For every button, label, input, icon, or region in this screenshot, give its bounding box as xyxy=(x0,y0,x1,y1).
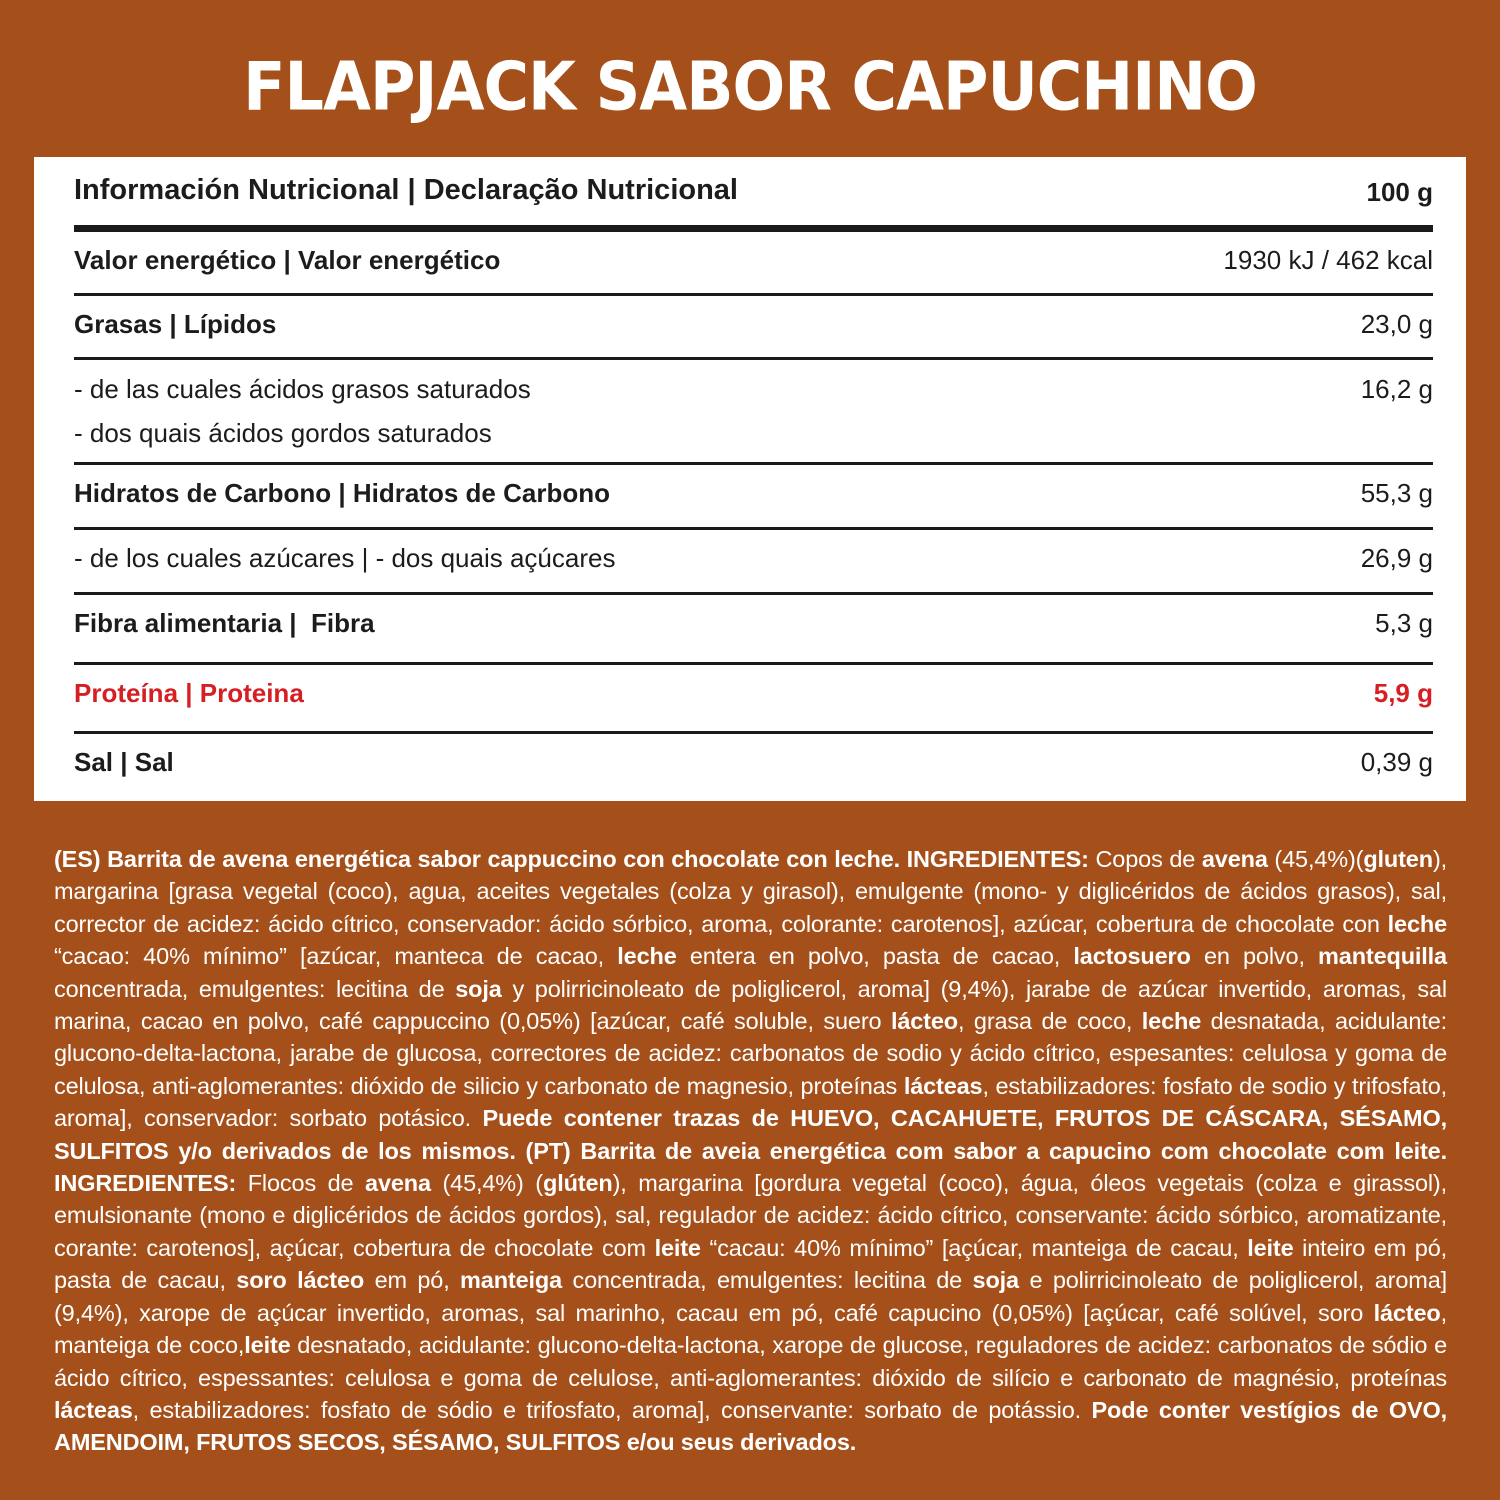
ingredient-segment: y polirricinoleato de poliglicerol, aroma] (9,4%), jarabe de azúcar invertido, aromas, sal marina, cacao en polvo, café cappuccino (0,05%) [azúcar, café soluble, suero xyxy=(54,975,1447,1035)
table-row xyxy=(74,232,1433,296)
ingredient-segment: (45,4%) ( xyxy=(430,1170,543,1197)
row-label-salt: Sal | Sal xyxy=(74,747,174,777)
ingredient-segment: desnatada, acidulante: glucono-delta-lactona, jarabe de glucosa, correctores de acidez: carbonatos de sodio y ácido cítrico, espesantes: celulosa y goma de celulosa, anti-aglomerantes: dióxido de silicio y carbonato de magnesio, proteínas xyxy=(54,1008,1447,1099)
ingredient-segment: Flocos de xyxy=(236,1170,366,1197)
ingredient-segment: , manteiga de coco, xyxy=(54,1299,1447,1359)
ingredient-bold-segment: lácteas xyxy=(54,1396,133,1423)
table-row xyxy=(74,530,1433,595)
table-row xyxy=(74,665,1433,734)
ingredient-bold-segment: lácteo xyxy=(1373,1299,1441,1326)
ingredient-bold-segment: manteiga xyxy=(460,1267,563,1294)
ingredient-bold-segment: lácteo xyxy=(890,1008,958,1035)
product-title: FLAPJACK SABOR CAPUCHINO xyxy=(243,47,1257,126)
ingredient-bold-segment: soro lácteo xyxy=(236,1267,365,1294)
row-label-fat: Grasas | Lípidos xyxy=(74,309,277,339)
ingredient-segment: , grasa de coco, xyxy=(957,1008,1142,1035)
ingredient-segment: entera en polvo, pasta de cacao, xyxy=(676,943,1074,970)
nutrition-table xyxy=(34,157,1466,801)
ingredient-segment: em pó, xyxy=(364,1267,461,1294)
row-value-saturated: 16,2 g xyxy=(1360,374,1433,404)
ingredient-segment: , estabilizadores: fosfato de sodio y trifosfato, aroma], conservador: sorbato potásico. xyxy=(54,1072,1447,1132)
row-label-carbs: Hidratos de Carbono | Hidratos de Carbono xyxy=(74,478,610,508)
ingredient-bold-segment: leche xyxy=(1387,910,1447,937)
ingredient-segment: ), margarina [grasa vegetal (coco), agua, aceites vegetales (colza y girasol), emulgente (mono- y diglicéridos de ácidos grasos), sal, corrector de acidez: ácido cítrico, conservador: ácido sórbico, aroma, colorante: carotenos], azúcar, cobertura de chocolate con xyxy=(54,846,1447,937)
ingredient-bold-segment: lactosuero xyxy=(1073,943,1191,970)
ingredient-segment: inteiro em pó, pasta de cacau, xyxy=(54,1234,1448,1294)
ingredient-bold-segment: soja xyxy=(972,1267,1019,1294)
ingredient-segment: en polvo, xyxy=(1190,943,1319,970)
ingredient-bold-segment: leite xyxy=(1247,1234,1294,1261)
ingredient-segment: desnatado, acidulante: glucono-delta-lactona, xarope de glucose, reguladores de acidez: carbonatos de sódio e ácido cítrico, espessantes: celulosa e goma de celulose, anti-aglomerantes: dióxido de silício e carbonato de magnésio, proteínas xyxy=(54,1332,1447,1391)
ingredient-bold-segment: Puede contener trazas de HUEVO, CACAHUETE, FRUTOS DE CÁSCARA, SÉSAMO, SULFITOS y/o derivados de los mismos. (PT) Barrita de aveia energética com sabor a capucino com chocolate com leite. INGREDIENTES: xyxy=(54,1105,1447,1197)
ingredient-bold-segment: leite xyxy=(244,1332,291,1359)
table-header-value: 100 g xyxy=(1366,177,1433,207)
ingredient-bold-segment: leche xyxy=(1141,1008,1202,1035)
table-header-row xyxy=(74,157,1433,232)
ingredient-bold-segment: gluten xyxy=(1363,846,1433,872)
row-label-fibre: Fibra alimentaria | Fibra xyxy=(74,608,375,638)
row-value-energy: 1930 kJ / 462 kcal xyxy=(1223,245,1433,275)
row-label-protein: Proteína | Proteina xyxy=(74,678,304,708)
ingredient-segment: Copos de xyxy=(1088,846,1202,872)
ingredient-bold-segment: soja xyxy=(455,975,502,1002)
row-label-saturated-pt: - dos quais ácidos gordos saturados xyxy=(74,418,492,448)
table-row xyxy=(74,296,1433,360)
row-value-protein: 5,9 g xyxy=(1373,678,1433,708)
table-row xyxy=(74,734,1433,794)
ingredient-segment: “cacao: 40% mínimo” [azúcar, manteca de cacao, xyxy=(54,943,618,970)
ingredient-bold-segment: avena xyxy=(1201,846,1268,872)
ingredient-segment: (45,4%)( xyxy=(1267,846,1364,872)
row-label-energy: Valor energético | Valor energético xyxy=(74,245,501,275)
ingredient-bold-segment: leite xyxy=(654,1234,701,1261)
ingredient-segment: concentrada, emulgentes: lecitina de xyxy=(562,1267,973,1294)
ingredient-segment: e polirricinoleato de poliglicerol, aroma] (9,4%), xarope de açúcar invertido, aromas, sal marinho, cacau em pó, café capucino (0,05%) [açúcar, café solúvel, soro xyxy=(54,1267,1447,1326)
table-row xyxy=(74,595,1433,665)
ingredient-bold-segment: leche xyxy=(617,943,677,970)
row-value-sugars: 26,9 g xyxy=(1360,543,1433,573)
row-value-fibre: 5,3 g xyxy=(1375,608,1433,638)
table-row xyxy=(74,360,1433,465)
ingredient-bold-segment: lácteas xyxy=(903,1072,983,1099)
ingredient-segment: “cacau: 40% mínimo” [açúcar, manteiga de cacau, xyxy=(700,1234,1248,1261)
row-value-salt: 0,39 g xyxy=(1360,747,1433,777)
row-value-carbs: 55,3 g xyxy=(1360,478,1433,508)
ingredient-bold-segment: mantequilla xyxy=(1318,943,1447,970)
ingredient-bold-segment: Pode conter vestígios de OVO, AMENDOIM, FRUTOS SECOS, SÉSAMO, SULFITOS e/ou seus derivados. xyxy=(54,1396,1447,1456)
ingredient-segment: , estabilizadores: fosfato de sódio e trifosfato, aroma], conservante: sorbato de potássio. xyxy=(132,1396,1092,1423)
ingredient-bold-segment: (ES) Barrita de avena energética sabor cappuccino con chocolate con leche. INGREDIENTES: xyxy=(54,846,1089,872)
ingredient-segment: concentrada, emulgentes: lecitina de xyxy=(54,975,456,1002)
row-label-sugars: - de los cuales azúcares | - dos quais açúcares xyxy=(74,543,616,573)
table-header-label: Información Nutricional | Declaração Nutricional xyxy=(74,174,738,206)
row-label-saturated-es: - de las cuales ácidos grasos saturados xyxy=(74,374,531,404)
ingredients-text xyxy=(54,843,1447,1459)
ingredient-segment: ), margarina [gordura vegetal (coco), água, óleos vegetais (colza e girassol), emulsionante (mono e diglicéridos de ácidos gordos), sal, regulador de acidez: ácido cítrico, conservante: ácido sórbico, aromatizante, corante: carotenos], açúcar, cobertura de chocolate com xyxy=(54,1170,1447,1261)
ingredient-bold-segment: glúten xyxy=(542,1170,613,1197)
ingredient-bold-segment: avena xyxy=(365,1170,431,1197)
table-row xyxy=(74,465,1433,530)
row-value-fat: 23,0 g xyxy=(1360,309,1433,339)
